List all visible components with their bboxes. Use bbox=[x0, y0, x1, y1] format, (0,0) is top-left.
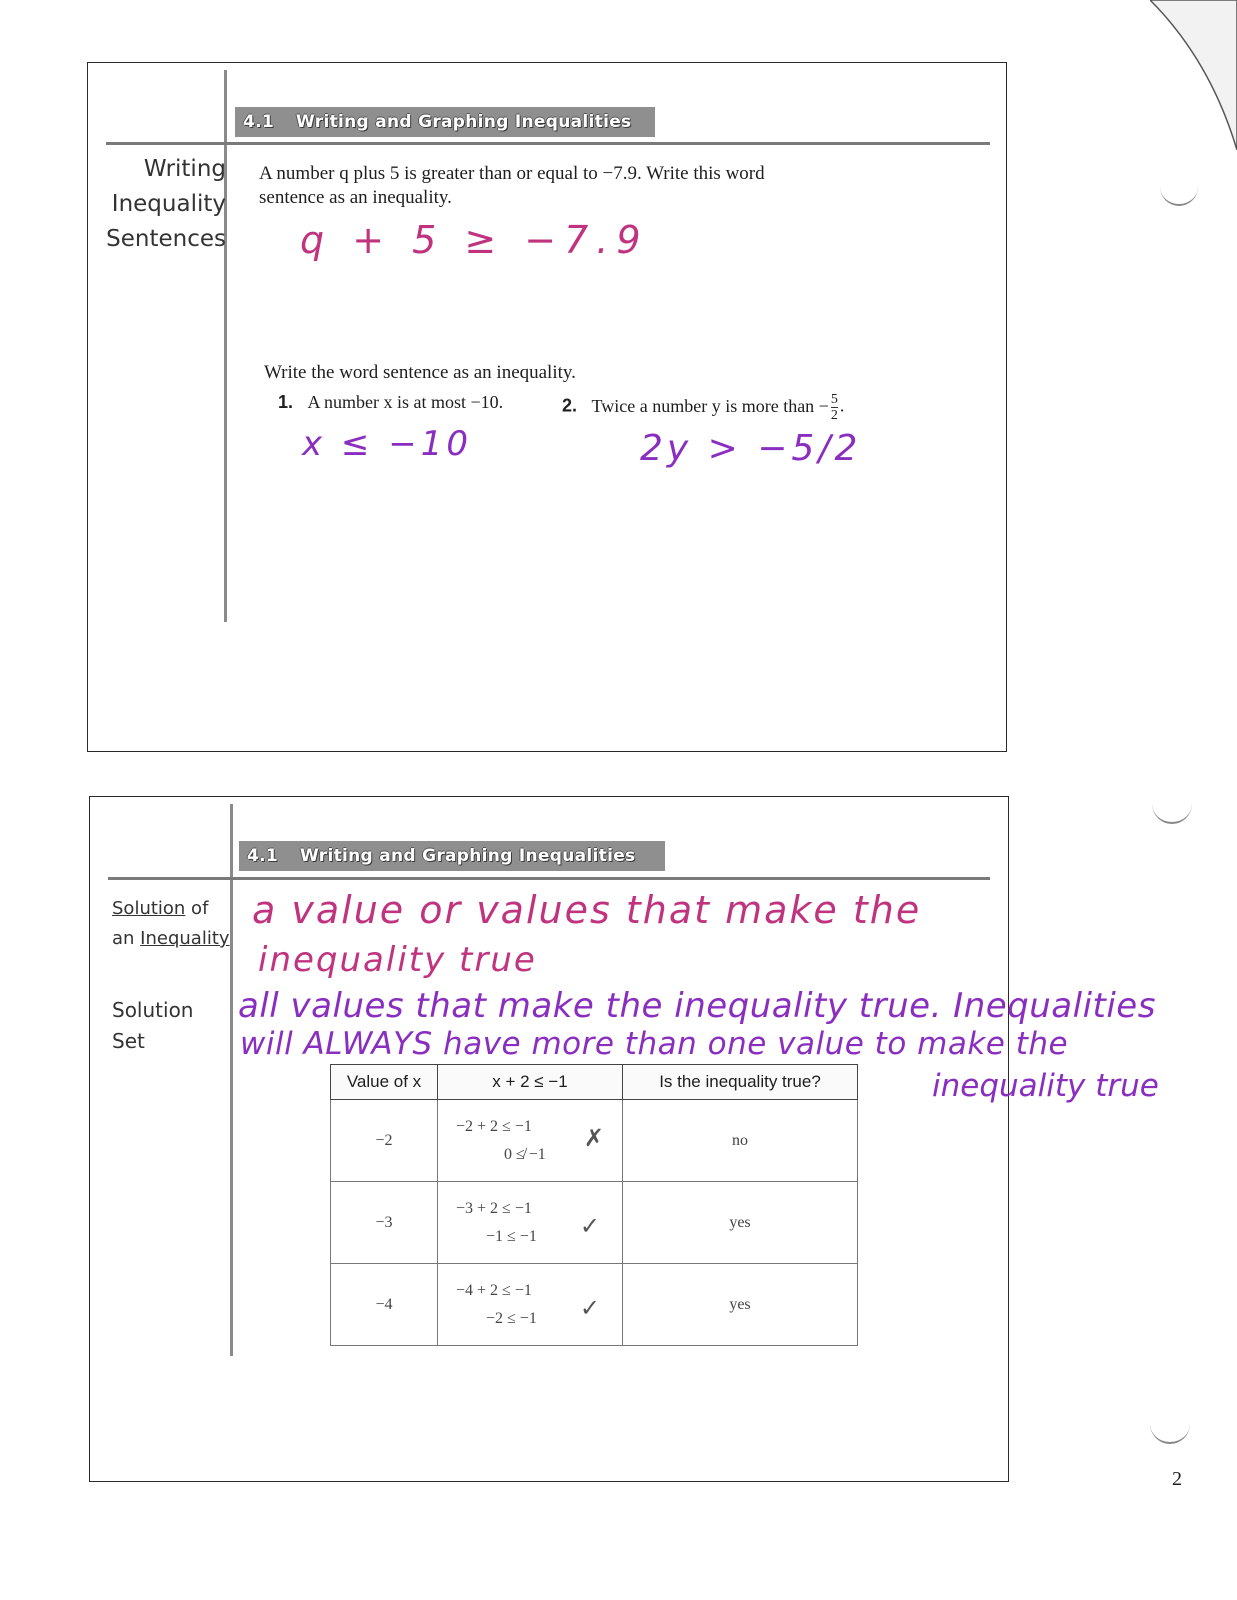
section-number: 4.1 bbox=[243, 112, 275, 132]
table-row bbox=[331, 1264, 858, 1346]
table-cell-work bbox=[438, 1182, 623, 1264]
handwritten-definition-1-line-2: inequality true bbox=[258, 940, 537, 980]
margin-note-underlined: Solution bbox=[112, 898, 186, 919]
check-mark-icon: ✓ bbox=[579, 1212, 600, 1240]
work-line-2: −2 ≤ −1 bbox=[486, 1309, 537, 1327]
margin-note-solution-set bbox=[112, 995, 193, 1057]
handwritten-definition-2-line-3: inequality true bbox=[932, 1068, 1159, 1104]
section-title: Writing and Graphing Inequalities bbox=[300, 846, 636, 866]
table-row bbox=[331, 1182, 858, 1264]
problem-1 bbox=[278, 392, 503, 413]
table-cell-x: −2 bbox=[331, 1100, 438, 1182]
work-line-1: −3 + 2 ≤ −1 bbox=[456, 1199, 532, 1217]
handwritten-definition-2-line-2: will ALWAYS have more than one value to make the bbox=[240, 1026, 1069, 1062]
slide-2-vertical-rule bbox=[230, 804, 233, 1356]
binder-hole-mark bbox=[1152, 800, 1192, 824]
margin-note-text: of bbox=[185, 898, 209, 919]
margin-note-underlined: Inequality bbox=[140, 928, 230, 949]
binder-hole-mark bbox=[1150, 1420, 1190, 1444]
table-header: x + 2 ≤ −1 bbox=[438, 1065, 623, 1100]
section-title: Writing and Graphing Inequalities bbox=[296, 112, 632, 132]
margin-note-solution-of-inequality bbox=[112, 894, 230, 954]
fraction-denominator: 2 bbox=[830, 408, 838, 423]
instructions: Write the word sentence as an inequality. bbox=[264, 362, 576, 383]
page-corner-fold bbox=[1150, 0, 1237, 150]
check-mark-icon: ✓ bbox=[579, 1294, 600, 1322]
handwritten-definition-2-line-1: all values that make the inequality true. Inequalities bbox=[238, 986, 1156, 1026]
table-cell-x: −4 bbox=[331, 1264, 438, 1346]
table-header-row bbox=[331, 1065, 858, 1100]
problem-number: 2. bbox=[562, 395, 578, 416]
example-prompt-line: A number q plus 5 is greater than or equal to −7.9. Write this word bbox=[259, 163, 765, 184]
table-header: Value of x bbox=[331, 1065, 438, 1100]
margin-note-line: Inequality bbox=[111, 191, 226, 217]
margin-note-text: an bbox=[112, 928, 141, 949]
page-number: 2 bbox=[1172, 1468, 1182, 1490]
problem-trailing-period: . bbox=[839, 395, 845, 416]
margin-note-line: Set bbox=[112, 1029, 145, 1053]
slide-1-header-rule bbox=[106, 142, 990, 145]
work-line-2: 0 ≰ −1 bbox=[504, 1145, 546, 1163]
section-banner-1 bbox=[235, 107, 655, 137]
margin-note-writing-inequality-sentences bbox=[104, 152, 226, 257]
binder-hole-mark bbox=[1160, 180, 1198, 206]
table-row bbox=[331, 1100, 858, 1182]
example-prompt-line: sentence as an inequality. bbox=[259, 187, 452, 208]
section-number: 4.1 bbox=[247, 846, 279, 866]
section-banner-2 bbox=[239, 841, 665, 871]
table-cell-work bbox=[438, 1264, 623, 1346]
slide-2-header-rule bbox=[108, 877, 990, 880]
handwritten-answer-1: x ≤ −10 bbox=[302, 424, 472, 464]
example-prompt bbox=[259, 162, 765, 210]
work-line-1: −2 + 2 ≤ −1 bbox=[456, 1117, 532, 1135]
margin-note-line: Writing bbox=[143, 156, 226, 182]
problem-number: 1. bbox=[278, 392, 294, 412]
work-line-1: −4 + 2 ≤ −1 bbox=[456, 1281, 532, 1299]
table-cell-result: yes bbox=[623, 1182, 858, 1264]
handwritten-answer-2: 2y > −5/2 bbox=[640, 428, 862, 469]
problem-text: A number x is at most −10. bbox=[307, 392, 504, 412]
fraction-numerator: 5 bbox=[830, 392, 838, 407]
solution-table bbox=[330, 1064, 858, 1346]
margin-note-line: Sentences bbox=[106, 226, 226, 252]
fraction bbox=[831, 392, 838, 423]
handwritten-definition-1-line-1: a value or values that make the bbox=[252, 888, 922, 932]
table-cell-result: yes bbox=[623, 1264, 858, 1346]
table-cell-work bbox=[438, 1100, 623, 1182]
problem-text: Twice a number y is more than − bbox=[591, 395, 829, 416]
table-cell-result: no bbox=[623, 1100, 858, 1182]
handwritten-example-answer: q + 5 ≥ −7.9 bbox=[300, 218, 649, 262]
margin-note-line: Solution bbox=[112, 998, 194, 1022]
work-line-2: −1 ≤ −1 bbox=[486, 1227, 537, 1245]
table-header: Is the inequality true? bbox=[623, 1065, 858, 1100]
x-mark-icon: ✗ bbox=[583, 1124, 604, 1152]
problem-2 bbox=[562, 392, 844, 423]
table-cell-x: −3 bbox=[331, 1182, 438, 1264]
